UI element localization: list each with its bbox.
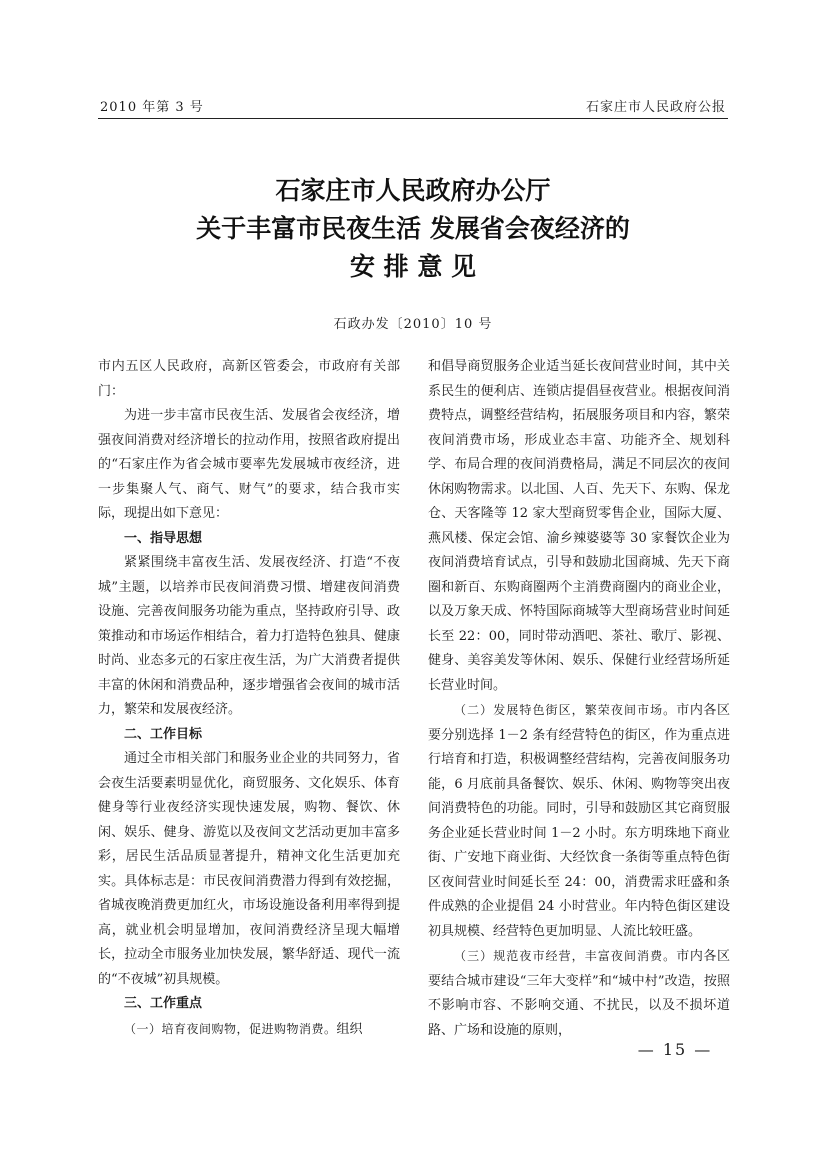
focus-item-2-text: 市内各区要分别选择 1－2 条有经营特色的街区，作为重点进行培育和打造，积极调整经营结构，完善夜间服务功能，6 月底前具备餐饮、娱乐、休闲、购物等突出夜间消费特色的功能。同时，引导和鼓励区其它商贸服务企业延长营业时间 1－2 小时。东方明珠地下商业街、广安地下商业街、大经饮食一条街等重点特色街区夜间营业时间延长至 24：00，消费需求旺盛和条件成熟的企业提倡 24 小时营业。年内特色街区建设初具规模、经营特色更加明显、人流比较旺盛。	[428, 703, 730, 939]
focus-item-3-paragraph	[428, 944, 730, 1043]
focus-item-2-paragraph	[428, 698, 730, 944]
focus-item-1-text: 组织	[336, 1021, 363, 1037]
subheading-3: （三）规范夜市经营，丰富夜间消费。	[454, 949, 677, 963]
focus-item-1-paragraph	[98, 1017, 400, 1043]
document-title	[98, 172, 728, 286]
subheading-1: （一）培育夜间购物，促进购物消费。	[124, 1021, 337, 1036]
title-line-1: 石家庄市人民政府办公厅	[275, 176, 551, 205]
running-header	[98, 92, 728, 119]
subheading-2: （二）发展特色街区，繁荣夜间市场。	[454, 703, 677, 717]
title-line-3: 安 排 意 见	[349, 252, 477, 281]
issue-label: 2010 年第 3 号	[100, 100, 204, 115]
left-column	[98, 355, 400, 1042]
intro-paragraph: 为进一步丰富市民夜生活、发展省会夜经济，增强夜间消费对经济增长的拉动作用，按照省政府提出的“石家庄作为省会城市要率先发展城市夜经济，进一步集聚人气、商气、财气”的要求，结合我市实际，现提出如下意见：	[98, 408, 400, 521]
document-number: 石政办发〔2010〕10 号	[333, 317, 493, 332]
page-number: — 15 —	[637, 1040, 713, 1059]
publication-name: 石家庄市人民政府公报	[585, 100, 726, 115]
focus-item-3-text: 市内各区要结合城市建设“三年大变样”和“城中村”改造，按照不影响市容、不影响交通、不扰民，以及不损坏道路、广场和设施的原则，	[428, 949, 730, 1038]
section-heading-2: 二、工作目标	[124, 726, 203, 742]
right-column	[428, 355, 730, 1043]
section-heading-3: 三、工作重点	[124, 996, 203, 1011]
salutation: 市内五区人民政府，高新区管委会，市政府有关部门：	[98, 359, 400, 399]
section-heading-1: 一、指导思想	[124, 530, 203, 546]
title-line-2: 关于丰富市民夜生活 发展省会夜经济的	[196, 214, 630, 243]
continued-paragraph: 和倡导商贸服务企业适当延长夜间营业时间，其中关系民生的便利店、连锁店提倡昼夜营业。根据夜间消费特点，调整经营结构，拓展服务项目和内容，繁荣夜间消费市场，形成业态丰富、功能齐全、规划科学、布局合理的夜间消费格局，满足不同层次的夜间休闲购物需求。以北国、人百、先天下、东购、保龙仓、天客隆等 12 家大型商贸零售企业，国际大厦、燕风楼、保定会馆、渝乡辣婆婆等 30 家餐饮企业为夜间消费培育试点，引导和鼓励北国商城、先天下商圈和新百、东购商圈两个主消费商圈内的商业企业，以及万象天成、怀特国际商城等大型商场营业时间延长至 22：00，同时带动酒吧、茶社、歌厅、影视、健身、美容美发等休闲、娱乐、保健行业经营场所延长营业时间。	[428, 359, 730, 693]
work-goals-paragraph: 通过全市相关部门和服务业企业的共同努力，省会夜生活要素明显优化，商贸服务、文化娱乐、体育健身等行业夜经济实现快速发展，购物、餐饮、休闲、娱乐、健身、游览以及夜间文艺活动更加丰富多彩，居民生活品质显著提升，精神文化生活更加充实。具体标志是：市民夜间消费潜力得到有效挖掘，省城夜晚消费更加红火，市场设施设备利用率得到提高，就业机会明显增加，夜间消费经济呈现大幅增长，拉动全市服务业加快发展，繁华舒适、现代一流的“不夜城”初具规模。	[98, 751, 400, 987]
guiding-principle-paragraph: 紧紧围绕丰富夜生活、发展夜经济、打造“不夜城”主题，以培养市民夜间消费习惯、增建夜间消费设施、完善夜间服务功能为重点，坚持政府引导、政策推动和市场运作相结合，着力打造特色独具、健康时尚、业态多元的石家庄夜生活，为广大消费者提供丰富的休闲和消费品种，逐步增强省会夜间的城市活力，繁荣和发展夜经济。	[98, 555, 400, 717]
